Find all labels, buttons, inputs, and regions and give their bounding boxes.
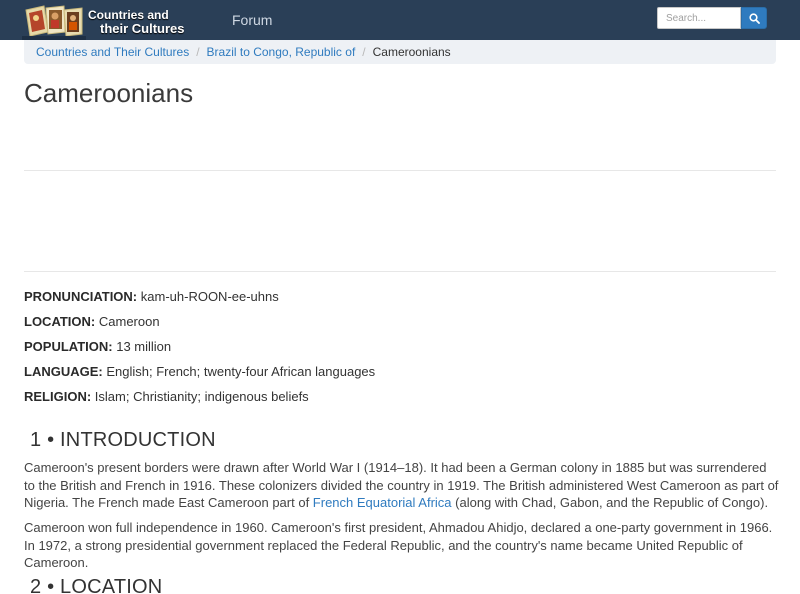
link-french-equatorial-africa[interactable]: French Equatorial Africa — [312, 495, 452, 510]
logo-wordmark — [88, 9, 185, 35]
nav-link-forum[interactable]: Forum — [232, 12, 273, 28]
fact-population — [24, 338, 171, 356]
paragraph: Cameroon won full independence in 1960. Cameroon's first president, Ahmadou Ahidjo, declared a one-party government in 1966. In 1972, a strong presidential government replaced the Federal Republic, and the country's name became United Republic of Cameroon. — [24, 520, 773, 570]
site-logo[interactable] — [22, 2, 222, 40]
breadcrumb-separator: / — [196, 45, 200, 59]
fact-value: kam-uh-ROON-ee-uhns — [140, 289, 279, 304]
breadcrumb-current: Cameroonians — [372, 45, 451, 59]
logo-collage-image — [22, 2, 86, 40]
search-input[interactable] — [657, 7, 741, 29]
fact-value: Cameroon — [98, 314, 160, 329]
top-navbar — [0, 0, 800, 40]
logo-text-line2: their Cultures — [100, 21, 185, 36]
paragraph-text: Cameroon's present borders were drawn after World War I (1914–18). It had been a German colony in 1885 but was surrendered to the British and French in 1916. These colonizers divided the country in 1919. The British administered West Cameroon as part of Nigeria. The French made East Cameroon part of — [24, 460, 779, 510]
paragraph — [24, 459, 780, 512]
section-heading-location: 2 • LOCATION — [30, 576, 163, 594]
breadcrumb-link-countries[interactable]: Countries and Their Cultures — [36, 45, 190, 59]
fact-pronunciation — [24, 288, 279, 306]
fact-language — [24, 363, 375, 381]
fact-value: Islam; Christianity; indigenous beliefs — [94, 389, 309, 404]
fact-location — [24, 313, 160, 331]
divider — [24, 170, 776, 171]
fact-label: LANGUAGE: — [24, 364, 103, 379]
fact-label: RELIGION: — [24, 389, 92, 404]
search-button[interactable] — [741, 7, 767, 29]
fact-value: 13 million — [116, 339, 172, 354]
fact-religion — [24, 388, 309, 406]
fact-label: PRONUNCIATION: — [24, 289, 138, 304]
fact-label: POPULATION: — [24, 339, 113, 354]
paragraph-text: (along with Chad, Gabon, and the Republic of Congo). — [451, 495, 769, 510]
fact-label: LOCATION: — [24, 314, 96, 329]
fact-value: English; French; twenty-four African languages — [106, 364, 376, 379]
search-icon — [749, 13, 760, 24]
breadcrumb-link-brazil-to-congo[interactable]: Brazil to Congo, Republic of — [206, 45, 356, 59]
section-heading-introduction: 1 • INTRODUCTION — [30, 429, 216, 451]
breadcrumb — [24, 40, 776, 64]
page-title: Cameroonians — [24, 78, 194, 108]
breadcrumb-separator: / — [362, 45, 366, 59]
divider — [24, 271, 776, 272]
logo-text-line1: Countries and — [88, 8, 169, 22]
